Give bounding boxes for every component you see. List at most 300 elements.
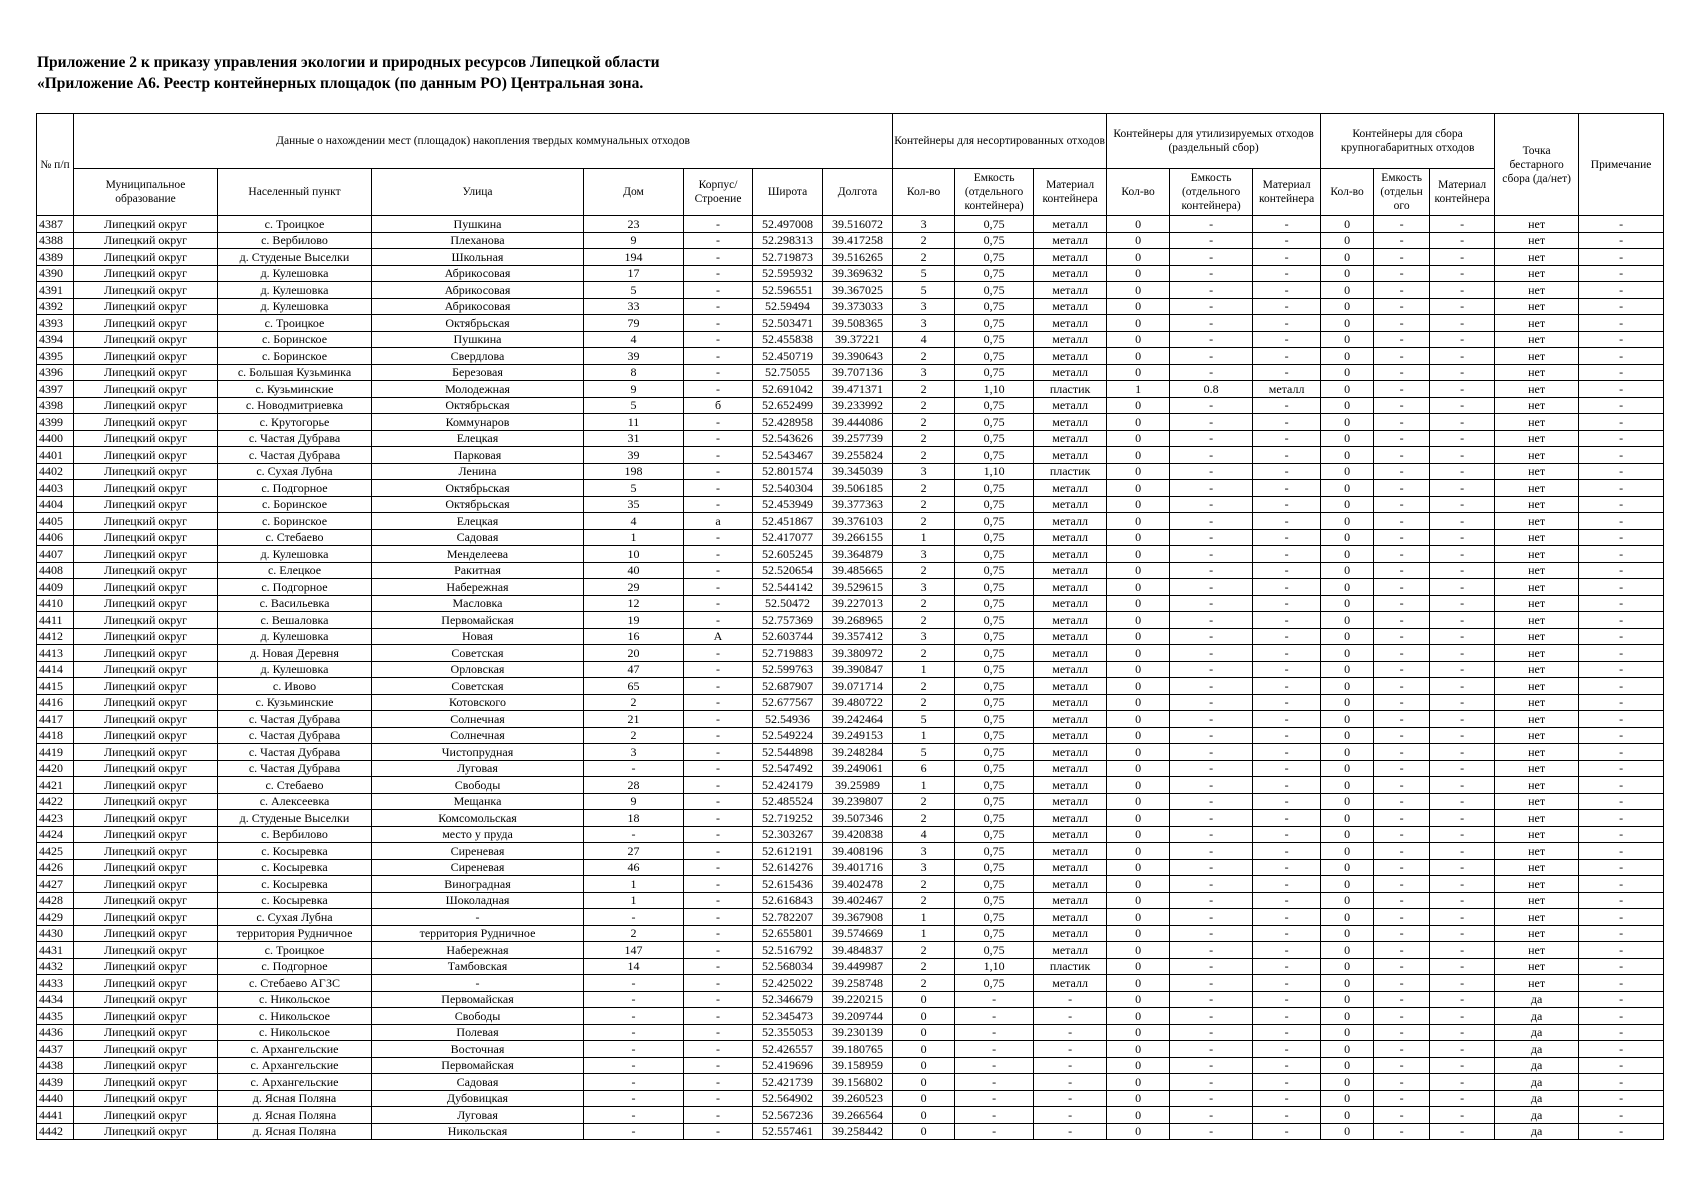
cell-lat: 52.655801 <box>753 925 823 942</box>
table-row <box>37 249 1664 266</box>
header-bagless: Точка бестарного сбора (да/нет) <box>1495 114 1579 216</box>
cell-note: - <box>1579 579 1664 596</box>
cell-unsorted-material: - <box>1034 1024 1107 1041</box>
cell-recycle-material: - <box>1253 777 1321 794</box>
cell-bagless: нет <box>1495 892 1579 909</box>
cell-lat: 52.567236 <box>753 1107 823 1124</box>
cell-recycle-material: - <box>1253 760 1321 777</box>
cell-unsorted-qty: 1 <box>893 529 955 546</box>
cell-settlement: с. Стебаево <box>218 777 372 794</box>
cell-municipality: Липецкий округ <box>74 364 218 381</box>
cell-building: - <box>684 1024 753 1041</box>
cell-num: 4394 <box>37 331 74 348</box>
cell-municipality: Липецкий округ <box>74 645 218 662</box>
cell-lon: 39.37221 <box>823 331 893 348</box>
cell-unsorted-material: металл <box>1034 513 1107 530</box>
cell-building: - <box>684 1057 753 1074</box>
cell-unsorted-qty: 2 <box>893 612 955 629</box>
cell-unsorted-capacity: 0,75 <box>955 645 1034 662</box>
cell-bulky-material: - <box>1430 595 1495 612</box>
cell-house: 47 <box>584 661 684 678</box>
cell-unsorted-qty: 2 <box>893 562 955 579</box>
cell-recycle-capacity: - <box>1170 397 1253 414</box>
cell-bulky-material: - <box>1430 232 1495 249</box>
cell-unsorted-material: металл <box>1034 826 1107 843</box>
cell-house: 19 <box>584 612 684 629</box>
header-municipality: Муниципальное образование <box>74 169 218 216</box>
cell-lat: 52.652499 <box>753 397 823 414</box>
cell-note: - <box>1579 859 1664 876</box>
cell-street: Парковая <box>372 447 584 464</box>
cell-note: - <box>1579 612 1664 629</box>
cell-num: 4402 <box>37 463 74 480</box>
cell-municipality: Липецкий округ <box>74 810 218 827</box>
cell-bulky-material: - <box>1430 909 1495 926</box>
cell-unsorted-capacity: - <box>955 1008 1034 1025</box>
cell-recycle-capacity: - <box>1170 826 1253 843</box>
cell-house: - <box>584 909 684 926</box>
cell-lon: 39.420838 <box>823 826 893 843</box>
cell-recycle-material: - <box>1253 1090 1321 1107</box>
cell-bulky-qty: 0 <box>1321 480 1374 497</box>
cell-note: - <box>1579 1074 1664 1091</box>
cell-bulky-qty: 0 <box>1321 843 1374 860</box>
cell-bulky-capacity: - <box>1374 315 1430 332</box>
cell-bulky-material: - <box>1430 1074 1495 1091</box>
cell-unsorted-capacity: 0,75 <box>955 216 1034 233</box>
cell-bulky-capacity: - <box>1374 942 1430 959</box>
cell-num: 4389 <box>37 249 74 266</box>
cell-unsorted-capacity: - <box>955 1074 1034 1091</box>
cell-bagless: да <box>1495 1008 1579 1025</box>
cell-bulky-qty: 0 <box>1321 958 1374 975</box>
cell-recycle-qty: 0 <box>1107 331 1170 348</box>
cell-bagless: нет <box>1495 579 1579 596</box>
cell-street: Первомайская <box>372 991 584 1008</box>
cell-recycle-material: - <box>1253 315 1321 332</box>
cell-bulky-qty: 0 <box>1321 1074 1374 1091</box>
cell-lat: 52.543626 <box>753 430 823 447</box>
cell-recycle-material: - <box>1253 496 1321 513</box>
cell-lon: 39.574669 <box>823 925 893 942</box>
cell-recycle-capacity: - <box>1170 1123 1253 1140</box>
cell-unsorted-material: - <box>1034 1107 1107 1124</box>
cell-building: - <box>684 1074 753 1091</box>
cell-settlement: с. Боринское <box>218 496 372 513</box>
title-line-2: «Приложение А6. Реестр контейнерных площадок (по данным РО) Центральная зона. <box>37 75 644 92</box>
cell-unsorted-material: - <box>1034 1057 1107 1074</box>
cell-house: 79 <box>584 315 684 332</box>
cell-street: Октябрьская <box>372 315 584 332</box>
cell-unsorted-capacity: - <box>955 1041 1034 1058</box>
cell-recycle-capacity: - <box>1170 480 1253 497</box>
cell-lat: 52.595932 <box>753 265 823 282</box>
cell-recycle-material: - <box>1253 397 1321 414</box>
cell-recycle-capacity: - <box>1170 1090 1253 1107</box>
cell-recycle-qty: 0 <box>1107 645 1170 662</box>
cell-bulky-capacity: - <box>1374 364 1430 381</box>
cell-num: 4415 <box>37 678 74 695</box>
cell-house: 9 <box>584 793 684 810</box>
cell-recycle-material: - <box>1253 430 1321 447</box>
cell-num: 4427 <box>37 876 74 893</box>
cell-unsorted-material: металл <box>1034 760 1107 777</box>
cell-num: 4408 <box>37 562 74 579</box>
cell-bagless: нет <box>1495 513 1579 530</box>
cell-bulky-capacity: - <box>1374 496 1430 513</box>
cell-street: Набережная <box>372 942 584 959</box>
cell-settlement: с. Косыревка <box>218 859 372 876</box>
cell-num: 4403 <box>37 480 74 497</box>
cell-bagless: нет <box>1495 364 1579 381</box>
cell-note: - <box>1579 810 1664 827</box>
cell-note: - <box>1579 744 1664 761</box>
cell-house: 4 <box>584 513 684 530</box>
cell-unsorted-capacity: - <box>955 1123 1034 1140</box>
cell-lon: 39.25989 <box>823 777 893 794</box>
cell-recycle-material: - <box>1253 958 1321 975</box>
cell-bagless: нет <box>1495 232 1579 249</box>
cell-municipality: Липецкий округ <box>74 1074 218 1091</box>
table-row <box>37 909 1664 926</box>
cell-bulky-qty: 0 <box>1321 216 1374 233</box>
cell-municipality: Липецкий округ <box>74 298 218 315</box>
cell-lat: 52.417077 <box>753 529 823 546</box>
cell-settlement: д. Студеные Выселки <box>218 810 372 827</box>
cell-bulky-material: - <box>1430 249 1495 266</box>
cell-bagless: нет <box>1495 826 1579 843</box>
cell-building: - <box>684 447 753 464</box>
cell-recycle-qty: 0 <box>1107 826 1170 843</box>
cell-lon: 39.239807 <box>823 793 893 810</box>
cell-bulky-capacity: - <box>1374 1008 1430 1025</box>
cell-lon: 39.345039 <box>823 463 893 480</box>
cell-unsorted-qty: 2 <box>893 645 955 662</box>
cell-street: Солнечная <box>372 711 584 728</box>
table-row <box>37 480 1664 497</box>
cell-unsorted-capacity: 0,75 <box>955 727 1034 744</box>
cell-note: - <box>1579 480 1664 497</box>
cell-unsorted-capacity: 0,75 <box>955 331 1034 348</box>
cell-bulky-qty: 0 <box>1321 727 1374 744</box>
cell-street: Шоколадная <box>372 892 584 909</box>
cell-note: - <box>1579 628 1664 645</box>
cell-building: - <box>684 843 753 860</box>
header-unsorted-capacity: Емкость (отдельного контейнера) <box>955 169 1034 216</box>
cell-municipality: Липецкий округ <box>74 282 218 299</box>
cell-recycle-material: - <box>1253 265 1321 282</box>
cell-bulky-qty: 0 <box>1321 744 1374 761</box>
cell-unsorted-material: - <box>1034 1074 1107 1091</box>
cell-unsorted-qty: 2 <box>893 348 955 365</box>
cell-municipality: Липецкий округ <box>74 529 218 546</box>
cell-bulky-material: - <box>1430 645 1495 662</box>
cell-lon: 39.071714 <box>823 678 893 695</box>
cell-building: - <box>684 348 753 365</box>
cell-recycle-qty: 1 <box>1107 381 1170 398</box>
cell-lat: 52.691042 <box>753 381 823 398</box>
cell-recycle-qty: 0 <box>1107 711 1170 728</box>
cell-note: - <box>1579 447 1664 464</box>
cell-recycle-material: - <box>1253 282 1321 299</box>
cell-unsorted-qty: 2 <box>893 496 955 513</box>
cell-bagless: нет <box>1495 793 1579 810</box>
cell-bagless: нет <box>1495 909 1579 926</box>
cell-municipality: Липецкий округ <box>74 331 218 348</box>
cell-bulky-qty: 0 <box>1321 1090 1374 1107</box>
cell-bagless: нет <box>1495 529 1579 546</box>
cell-house: 10 <box>584 546 684 563</box>
cell-house: 23 <box>584 216 684 233</box>
cell-municipality: Липецкий округ <box>74 447 218 464</box>
cell-settlement: с. Кузьминские <box>218 694 372 711</box>
table-row <box>37 331 1664 348</box>
cell-lat: 52.425022 <box>753 975 823 992</box>
table-row <box>37 942 1664 959</box>
cell-settlement: с. Вербилово <box>218 232 372 249</box>
cell-street: Свердлова <box>372 348 584 365</box>
cell-street: Садовая <box>372 529 584 546</box>
cell-unsorted-capacity: - <box>955 1024 1034 1041</box>
cell-municipality: Липецкий округ <box>74 480 218 497</box>
cell-recycle-capacity: - <box>1170 579 1253 596</box>
cell-bulky-qty: 0 <box>1321 1107 1374 1124</box>
cell-recycle-qty: 0 <box>1107 529 1170 546</box>
cell-unsorted-material: металл <box>1034 909 1107 926</box>
cell-municipality: Липецкий округ <box>74 595 218 612</box>
cell-recycle-qty: 0 <box>1107 1123 1170 1140</box>
cell-unsorted-capacity: 0,75 <box>955 546 1034 563</box>
cell-bulky-qty: 0 <box>1321 414 1374 431</box>
cell-unsorted-qty: 2 <box>893 480 955 497</box>
cell-unsorted-material: - <box>1034 1123 1107 1140</box>
cell-unsorted-material: металл <box>1034 480 1107 497</box>
cell-street: Никольская <box>372 1123 584 1140</box>
cell-lon: 39.507346 <box>823 810 893 827</box>
cell-unsorted-qty: 3 <box>893 216 955 233</box>
cell-lat: 52.557461 <box>753 1123 823 1140</box>
cell-recycle-qty: 0 <box>1107 1024 1170 1041</box>
cell-note: - <box>1579 942 1664 959</box>
cell-bulky-qty: 0 <box>1321 232 1374 249</box>
cell-house: - <box>584 1107 684 1124</box>
table-row <box>37 925 1664 942</box>
cell-num: 4405 <box>37 513 74 530</box>
cell-recycle-material: - <box>1253 1074 1321 1091</box>
cell-recycle-qty: 0 <box>1107 414 1170 431</box>
cell-bulky-material: - <box>1430 1024 1495 1041</box>
cell-num: 4422 <box>37 793 74 810</box>
cell-house: 31 <box>584 430 684 447</box>
cell-num: 4411 <box>37 612 74 629</box>
cell-bulky-material: - <box>1430 480 1495 497</box>
cell-bulky-capacity: - <box>1374 777 1430 794</box>
cell-lon: 39.449987 <box>823 958 893 975</box>
cell-municipality: Липецкий округ <box>74 430 218 447</box>
cell-lat: 52.426557 <box>753 1041 823 1058</box>
header-location-group: Данные о нахождении мест (площадок) накопления твердых коммунальных отходов <box>74 114 893 169</box>
cell-lon: 39.444086 <box>823 414 893 431</box>
cell-settlement: с. Косыревка <box>218 876 372 893</box>
cell-recycle-material: - <box>1253 216 1321 233</box>
cell-unsorted-qty: 2 <box>893 694 955 711</box>
cell-street: Ракитная <box>372 562 584 579</box>
cell-bulky-capacity: - <box>1374 216 1430 233</box>
cell-municipality: Липецкий округ <box>74 546 218 563</box>
cell-lon: 39.484837 <box>823 942 893 959</box>
header-bulky-capacity: Емкость (отдельн ого <box>1374 169 1430 216</box>
cell-recycle-qty: 0 <box>1107 744 1170 761</box>
cell-unsorted-capacity: 1,10 <box>955 463 1034 480</box>
cell-note: - <box>1579 381 1664 398</box>
cell-bulky-qty: 0 <box>1321 562 1374 579</box>
cell-municipality: Липецкий округ <box>74 694 218 711</box>
cell-municipality: Липецкий округ <box>74 843 218 860</box>
cell-building: - <box>684 793 753 810</box>
cell-note: - <box>1579 876 1664 893</box>
cell-unsorted-qty: 2 <box>893 942 955 959</box>
cell-unsorted-qty: 3 <box>893 628 955 645</box>
table-row <box>37 628 1664 645</box>
cell-recycle-material: - <box>1253 628 1321 645</box>
cell-recycle-qty: 0 <box>1107 348 1170 365</box>
header-recycle-qty: Кол-во <box>1107 169 1170 216</box>
table-row <box>37 843 1664 860</box>
cell-recycle-qty: 0 <box>1107 1041 1170 1058</box>
cell-lat: 52.612191 <box>753 843 823 860</box>
cell-lon: 39.249153 <box>823 727 893 744</box>
cell-lat: 52.516792 <box>753 942 823 959</box>
cell-bulky-material: - <box>1430 991 1495 1008</box>
cell-street: Молодежная <box>372 381 584 398</box>
cell-municipality: Липецкий округ <box>74 1041 218 1058</box>
cell-unsorted-material: металл <box>1034 315 1107 332</box>
cell-recycle-material: - <box>1253 364 1321 381</box>
cell-num: 4407 <box>37 546 74 563</box>
cell-lat: 52.298313 <box>753 232 823 249</box>
cell-lat: 52.544898 <box>753 744 823 761</box>
cell-num: 4391 <box>37 282 74 299</box>
cell-recycle-material: - <box>1253 876 1321 893</box>
cell-note: - <box>1579 496 1664 513</box>
cell-lon: 39.180765 <box>823 1041 893 1058</box>
cell-recycle-qty: 0 <box>1107 777 1170 794</box>
cell-building: - <box>684 414 753 431</box>
cell-recycle-capacity: - <box>1170 265 1253 282</box>
cell-num: 4432 <box>37 958 74 975</box>
cell-unsorted-qty: 3 <box>893 843 955 860</box>
cell-bagless: нет <box>1495 562 1579 579</box>
cell-bulky-capacity: - <box>1374 892 1430 909</box>
container-sites-registry-table <box>36 113 1664 1140</box>
cell-recycle-capacity: - <box>1170 661 1253 678</box>
cell-recycle-material: - <box>1253 529 1321 546</box>
cell-unsorted-qty: 2 <box>893 810 955 827</box>
cell-bulky-material: - <box>1430 513 1495 530</box>
cell-unsorted-capacity: 0,75 <box>955 265 1034 282</box>
table-row <box>37 282 1664 299</box>
cell-lat: 52.543467 <box>753 447 823 464</box>
cell-building: - <box>684 661 753 678</box>
cell-settlement: с. Большая Кузьминка <box>218 364 372 381</box>
cell-house: 28 <box>584 777 684 794</box>
cell-lon: 39.401716 <box>823 859 893 876</box>
cell-bulky-material: - <box>1430 562 1495 579</box>
cell-settlement: с. Частая Дубрава <box>218 447 372 464</box>
cell-lat: 52.719873 <box>753 249 823 266</box>
cell-bulky-qty: 0 <box>1321 793 1374 810</box>
cell-recycle-capacity: - <box>1170 331 1253 348</box>
cell-municipality: Липецкий округ <box>74 1090 218 1107</box>
cell-settlement: д. Кулешовка <box>218 265 372 282</box>
cell-bulky-qty: 0 <box>1321 892 1374 909</box>
cell-unsorted-material: металл <box>1034 810 1107 827</box>
cell-bagless: нет <box>1495 331 1579 348</box>
cell-recycle-material: - <box>1253 694 1321 711</box>
cell-bulky-capacity: - <box>1374 513 1430 530</box>
cell-bulky-material: - <box>1430 760 1495 777</box>
cell-unsorted-qty: 0 <box>893 1107 955 1124</box>
cell-recycle-capacity: - <box>1170 1074 1253 1091</box>
cell-lat: 52.59494 <box>753 298 823 315</box>
cell-bulky-material: - <box>1430 1123 1495 1140</box>
cell-bulky-capacity: - <box>1374 348 1430 365</box>
cell-unsorted-material: металл <box>1034 546 1107 563</box>
cell-bulky-capacity: - <box>1374 793 1430 810</box>
cell-unsorted-qty: 3 <box>893 579 955 596</box>
cell-street: Виноградная <box>372 876 584 893</box>
cell-bulky-capacity: - <box>1374 1090 1430 1107</box>
cell-num: 4430 <box>37 925 74 942</box>
cell-recycle-qty: 0 <box>1107 397 1170 414</box>
cell-municipality: Липецкий округ <box>74 265 218 282</box>
table-row <box>37 793 1664 810</box>
cell-street: Октябрьская <box>372 480 584 497</box>
cell-bagless: нет <box>1495 463 1579 480</box>
table-row <box>37 1074 1664 1091</box>
table-body <box>37 216 1664 1140</box>
cell-bagless: нет <box>1495 843 1579 860</box>
cell-lon: 39.156802 <box>823 1074 893 1091</box>
cell-lat: 52.54936 <box>753 711 823 728</box>
cell-unsorted-qty: 2 <box>893 793 955 810</box>
cell-municipality: Липецкий округ <box>74 1057 218 1074</box>
cell-bulky-material: - <box>1430 777 1495 794</box>
cell-street: Свободы <box>372 777 584 794</box>
cell-municipality: Липецкий округ <box>74 760 218 777</box>
cell-lon: 39.471371 <box>823 381 893 398</box>
cell-num: 4429 <box>37 909 74 926</box>
cell-bulky-material: - <box>1430 727 1495 744</box>
cell-unsorted-material: металл <box>1034 265 1107 282</box>
cell-bulky-material: - <box>1430 496 1495 513</box>
cell-bulky-material: - <box>1430 315 1495 332</box>
cell-lat: 52.540304 <box>753 480 823 497</box>
cell-settlement: с. Архангельские <box>218 1074 372 1091</box>
table-row <box>37 859 1664 876</box>
table-row <box>37 1123 1664 1140</box>
cell-num: 4390 <box>37 265 74 282</box>
cell-bulky-material: - <box>1430 892 1495 909</box>
cell-recycle-qty: 0 <box>1107 694 1170 711</box>
document-title <box>37 52 660 94</box>
cell-unsorted-qty: 3 <box>893 298 955 315</box>
cell-settlement: с. Косыревка <box>218 843 372 860</box>
cell-note: - <box>1579 348 1664 365</box>
cell-unsorted-material: пластик <box>1034 958 1107 975</box>
table-row <box>37 1057 1664 1074</box>
cell-recycle-qty: 0 <box>1107 364 1170 381</box>
